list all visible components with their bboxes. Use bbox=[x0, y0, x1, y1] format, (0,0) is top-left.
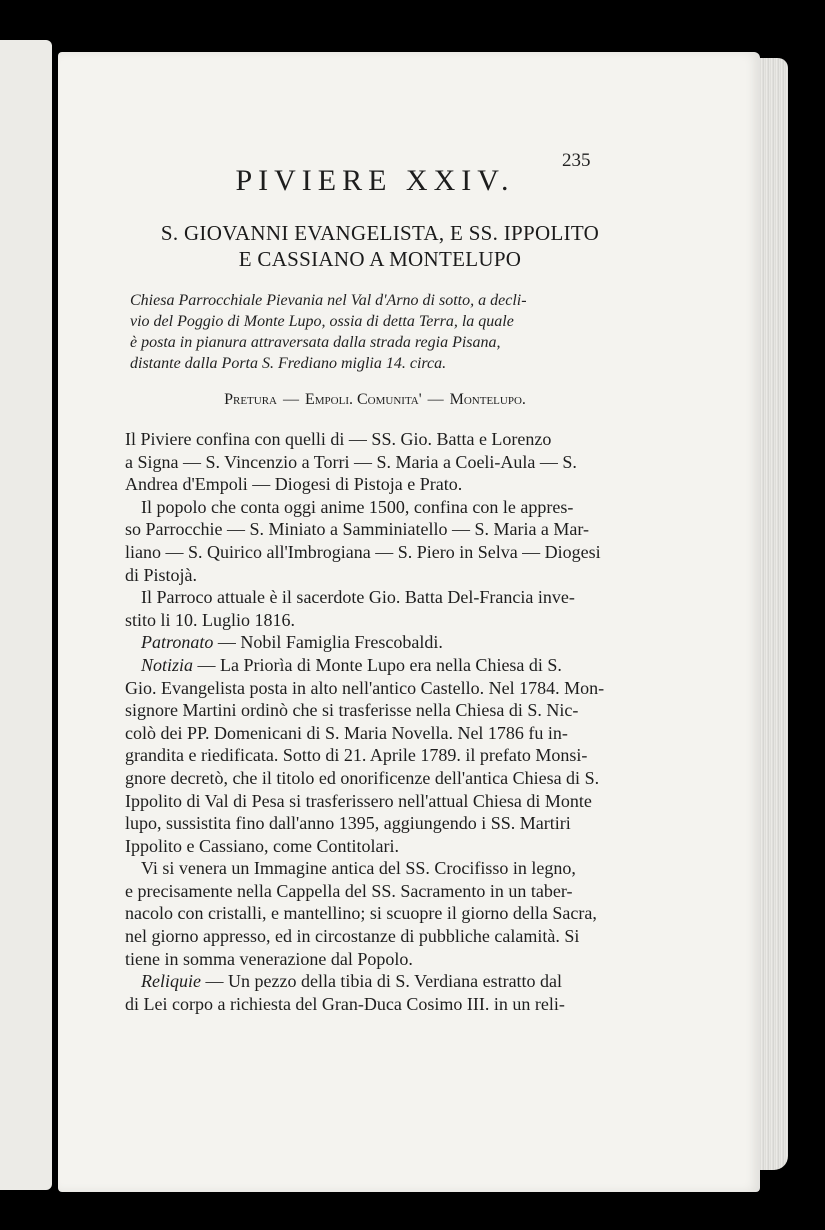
body-line bbox=[125, 925, 635, 948]
body-line-text: nel giorno appresso, ed in circostanze di pubbliche calamità. Si bbox=[125, 926, 580, 947]
body-line bbox=[125, 790, 635, 813]
body-line-text: nacolo con cristalli, e mantellino; si scuopre il giorno della Sacra, bbox=[125, 903, 597, 924]
body-line bbox=[125, 564, 635, 587]
body-line-text: signore Martini ordinò che si trasferisse nella Chiesa di S. Nic- bbox=[125, 700, 579, 721]
body-line bbox=[125, 451, 635, 474]
body-line bbox=[125, 880, 635, 903]
body-line bbox=[125, 902, 635, 925]
body-line bbox=[125, 518, 635, 541]
body-line bbox=[125, 473, 635, 496]
body-line bbox=[125, 744, 635, 767]
paragraph-lead: Patronato bbox=[141, 632, 214, 653]
body-line bbox=[125, 541, 635, 564]
body-line bbox=[125, 428, 635, 451]
body-line-text: Ippolito e Cassiano, come Contitolari. bbox=[125, 835, 399, 856]
church-description bbox=[130, 290, 620, 374]
body-line-text: — Un pezzo della tibia di S. Verdiana estratto dal bbox=[200, 971, 563, 992]
body-line bbox=[125, 586, 635, 609]
body-text bbox=[125, 428, 635, 1015]
body-line-text: di Lei corpo a richiesta del Gran-Duca Cosimo III. in un reli- bbox=[125, 993, 565, 1014]
section-heading: PIVIERE XXIV. bbox=[235, 164, 515, 197]
pretura-label: Pretura bbox=[224, 391, 277, 408]
body-line bbox=[125, 970, 635, 993]
description-line: distante dalla Porta S. Frediano miglia 14. circa. bbox=[130, 355, 447, 372]
body-line-text: — La Priorìa di Monte Lupo era nella Chiesa di S. bbox=[193, 654, 562, 675]
body-line-text: stito li 10. Luglio 1816. bbox=[125, 609, 296, 630]
body-line-text: Gio. Evangelista posta in alto nell'antico Castello. Nel 1784. Mon- bbox=[125, 677, 605, 698]
description-line: è posta in pianura attraversata dalla strada regia Pisana, bbox=[130, 334, 501, 351]
body-line bbox=[125, 948, 635, 971]
body-line bbox=[125, 993, 635, 1016]
body-line bbox=[125, 496, 635, 519]
body-line-text: grandita e riedificata. Sotto di 21. Aprile 1789. il prefato Monsi- bbox=[125, 745, 588, 766]
body-line-text: lupo, sussistita fino dall'anno 1395, aggiungendo i SS. Martiri bbox=[125, 813, 571, 834]
body-line bbox=[125, 699, 635, 722]
body-line-text: a Signa — S. Vincenzio a Torri — S. Maria a Coeli-Aula — S. bbox=[125, 451, 577, 472]
pretura-value: Empoli. bbox=[305, 391, 353, 408]
page-number: 235 bbox=[562, 150, 591, 171]
body-line-text: tiene in somma venerazione dal Popolo. bbox=[125, 948, 413, 969]
body-line-text: Vi si venera un Immagine antica del SS. Crocifisso in legno, bbox=[141, 858, 576, 879]
body-line bbox=[125, 812, 635, 835]
title-line: E CASSIANO A MONTELUPO bbox=[238, 247, 522, 271]
body-line bbox=[125, 609, 635, 632]
description-line: vio del Poggio di Monte Lupo, ossia di detta Terra, la quale bbox=[130, 313, 514, 330]
dash: — bbox=[283, 391, 299, 408]
body-line-text: di Pistojà. bbox=[125, 564, 198, 585]
body-line-text: colò dei PP. Domenicani di S. Maria Novella. Nel 1786 fu in- bbox=[125, 722, 568, 743]
paragraph-lead: Notizia bbox=[141, 654, 194, 675]
body-line bbox=[125, 722, 635, 745]
facing-page bbox=[0, 40, 52, 1190]
body-line-text: Il Parroco attuale è il sacerdote Gio. Batta Del-Francia inve- bbox=[141, 587, 575, 608]
comunita-label: Comunita' bbox=[357, 391, 422, 408]
body-line-text: — Nobil Famiglia Frescobaldi. bbox=[213, 632, 443, 653]
body-line bbox=[125, 835, 635, 858]
body-line-text: gnore decretò, che il titolo ed onorificenze dell'antica Chiesa di S. bbox=[125, 767, 600, 788]
description-line: Chiesa Parrocchiale Pievania nel Val d'Arno di sotto, a decli- bbox=[130, 292, 527, 309]
comunita-value: Montelupo. bbox=[449, 391, 526, 408]
church-title bbox=[130, 220, 630, 272]
body-line bbox=[125, 631, 635, 654]
body-line bbox=[125, 654, 635, 677]
body-line bbox=[125, 857, 635, 880]
body-line-text: Andrea d'Empoli — Diogesi di Pistoja e Prato. bbox=[125, 474, 463, 495]
body-line-text: liano — S. Quirico all'Imbrogiana — S. Piero in Selva — Diogesi bbox=[125, 541, 601, 562]
paragraph-lead: Reliquie bbox=[141, 971, 201, 992]
body-line bbox=[125, 677, 635, 700]
body-line-text: so Parrocchie — S. Miniato a Samminiatello — S. Maria a Mar- bbox=[125, 519, 590, 540]
dash: — bbox=[427, 391, 444, 408]
jurisdiction-line bbox=[130, 391, 620, 409]
body-line-text: e precisamente nella Cappella del SS. Sacramento in un taber- bbox=[125, 880, 573, 901]
title-line: S. GIOVANNI EVANGELISTA, E SS. IPPOLITO bbox=[160, 221, 600, 245]
body-line-text: Il popolo che conta oggi anime 1500, confina con le appres- bbox=[141, 496, 574, 517]
body-line bbox=[125, 767, 635, 790]
body-line-text: Ippolito di Val di Pesa si trasferissero nell'attual Chiesa di Monte bbox=[125, 790, 592, 811]
body-line-text: Il Piviere confina con quelli di — SS. Gio. Batta e Lorenzo bbox=[125, 429, 552, 449]
